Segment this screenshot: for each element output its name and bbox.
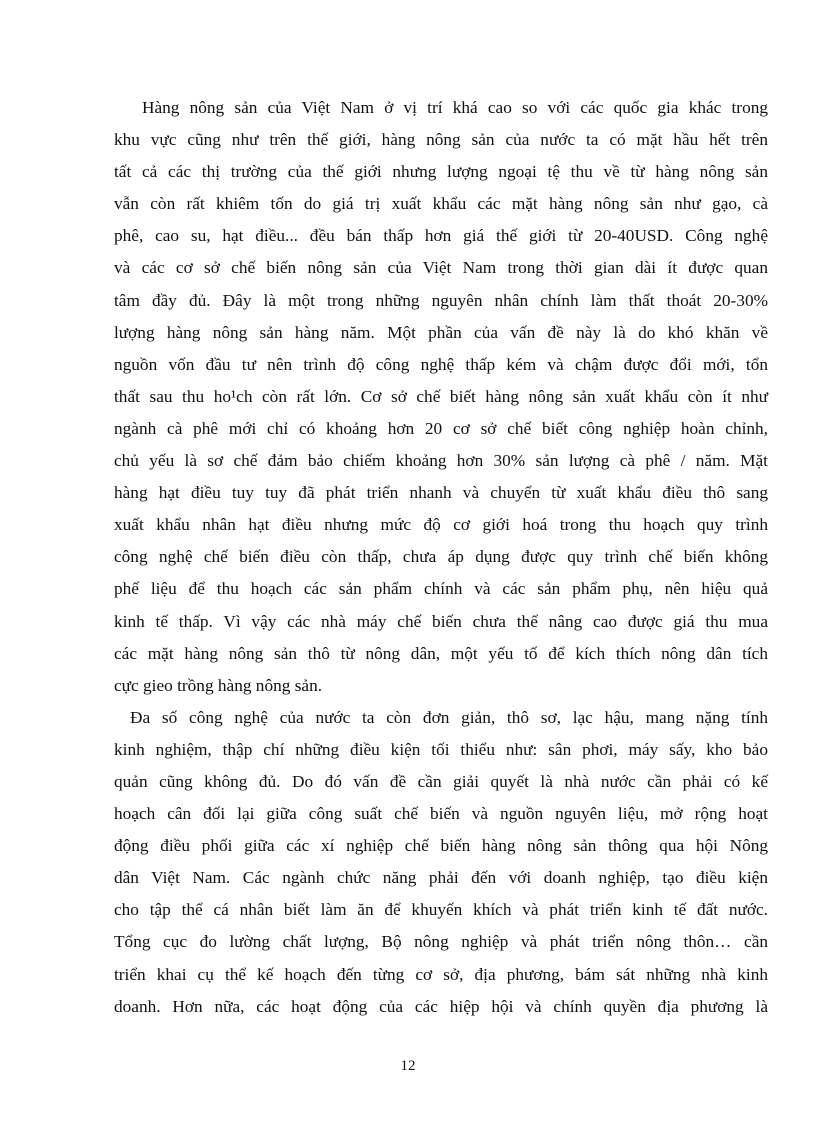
paragraph-1-line: các mặt hàng nông sản thô từ nông dân, một yếu tố để kích thích nông dân tích xyxy=(114,643,768,663)
paragraph-1-line: phế liệu để thu hoạch các sản phẩm chính và các sản phẩm phụ, nên hiệu quả xyxy=(114,579,768,599)
paragraph-2-line: quản cũng không đủ. Do đó vấn đề cần giải quyết là nhà nước cần phải có kế xyxy=(114,771,768,791)
paragraph-1-line: tất cả các thị trường của thế giới nhưng lượng ngoại tệ thu về từ hàng nông sản xyxy=(114,162,768,182)
paragraph-1-line: hàng hạt điều tuy tuy đã phát triển nhanh và chuyển từ xuất khẩu điều thô sang xyxy=(114,483,768,503)
paragraph-1-line: khu vực cũng như trên thế giới, hàng nông sản của nước ta có mặt hầu hết trên xyxy=(114,130,768,150)
paragraph-2-line: cho tập thể cá nhân biết làm ăn để khuyến khích và phát triển kinh tế đất nước. xyxy=(114,900,768,920)
paragraph-2-line: triển khai cụ thể kế hoạch đến từng cơ sở, địa phương, bám sát những nhà kinh xyxy=(114,964,768,984)
paragraph-1-line: công nghệ chế biến điều còn thấp, chưa áp dụng được quy trình chế biến không xyxy=(114,547,768,567)
paragraph-2-line: hoạch cân đối lại giữa công suất chế biến và nguồn nguyên liệu, mở rộng hoạt xyxy=(114,804,768,824)
paragraph-1-line: cực gieo trồng hàng nông sản. xyxy=(114,675,323,695)
paragraph-1-line: và các cơ sở chế biến nông sản của Việt Nam trong thời gian dài ít được quan xyxy=(114,258,768,278)
body-text xyxy=(114,92,768,1023)
paragraph-1-line: tâm đầy đủ. Đây là một trong những nguyên nhân chính làm thất thoát 20-30% xyxy=(114,290,768,310)
paragraph-1-line: xuất khẩu nhân hạt điều nhưng mức độ cơ giới hoá trong thu hoạch quy trình xyxy=(114,515,768,535)
paragraph-1-line: nguồn vốn đầu tư nên trình độ công nghệ thấp kém và chậm được đổi mới, tổn xyxy=(114,354,768,374)
paragraph-2-line: dân Việt Nam. Các ngành chức năng phải đến với doanh nghiệp, tạo điều kiện xyxy=(114,868,768,888)
page-number: 12 xyxy=(400,1058,416,1074)
paragraph-2-line: kinh nghiệm, thập chí những điều kiện tối thiểu như: sân phơi, máy sấy, kho bảo xyxy=(114,739,768,759)
paragraph-2-line: động điều phối giữa các xí nghiệp chế biến hàng nông sản thông qua hội Nông xyxy=(114,836,768,856)
paragraph-1-line: vẫn còn rất khiêm tốn do giá trị xuất khẩu các mặt hàng nông sản như gạo, cà xyxy=(114,194,768,214)
paragraph-1-line: ngành cà phê mới chỉ có khoảng hơn 20 cơ sở chế biết công nghiệp hoàn chỉnh, xyxy=(114,418,768,438)
paragraph-2-line: Tổng cục đo lường chất lượng, Bộ nông nghiệp và phát triển nông thôn… cần xyxy=(114,932,768,952)
paragraph-1-line: thất sau thu ho¹ch còn rất lớn. Cơ sở chế biết hàng nông sản xuất khẩu còn ít như xyxy=(114,386,768,406)
paragraph-1-line: chủ yếu là sơ chế đảm bảo chiếm khoảng hơn 30% sản lượng cà phê / năm. Mặt xyxy=(114,451,768,471)
paragraph-1-line: lượng hàng nông sản hàng năm. Một phần của vấn đề này là do khó khăn về xyxy=(114,322,768,342)
paragraph-2-line: Đa số công nghệ của nước ta còn đơn giản, thô sơ, lạc hậu, mang nặng tính xyxy=(130,707,768,727)
paragraph-1-line: Hàng nông sản của Việt Nam ở vị trí khá cao so với các quốc gia khác trong xyxy=(142,98,768,117)
paragraph-1-line: kinh tế thấp. Vì vậy các nhà máy chế biến chưa thể nâng cao được giá thu mua xyxy=(114,611,768,631)
paragraph-2-line: doanh. Hơn nữa, các hoạt động của các hiệp hội và chính quyền địa phương là xyxy=(114,996,768,1016)
paragraph-1-line: phê, cao su, hạt điều... đều bán thấp hơn giá thế giới từ 20-40USD. Công nghệ xyxy=(114,226,768,246)
